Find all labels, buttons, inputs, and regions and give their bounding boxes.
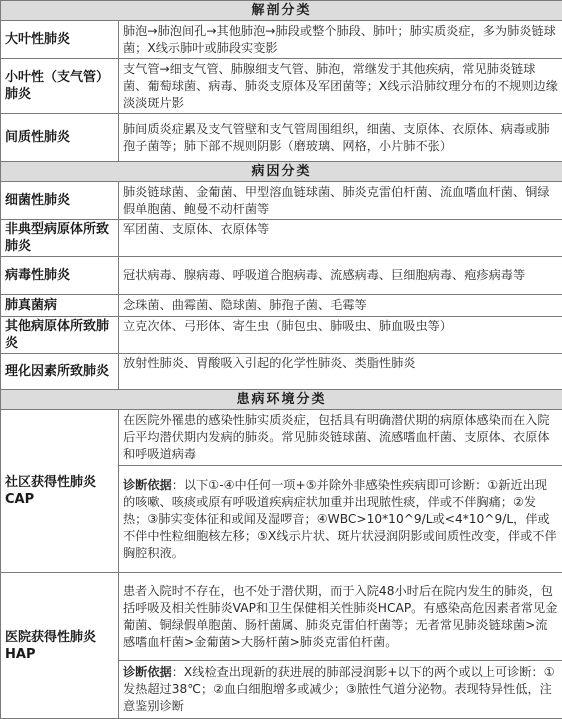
row-label: 大叶性肺炎 (1, 21, 119, 59)
table-row (1, 410, 562, 466)
row-text: 肺炎链球菌、金葡菌、甲型溶血链球菌、肺炎克雷伯杆菌、流血嗜血杆菌、铜绿假单胞菌、鲍曼不动杆菌等 (119, 182, 562, 220)
row-text: 放射性肺炎、胃酸吸入引起的化学性肺炎、类脂性肺炎 (119, 354, 562, 390)
row-text: 冠状病毒、腺病毒、呼吸道合胞病毒、流感病毒、巨细胞病毒、疱疹病毒等 (119, 257, 562, 295)
cap-diagnosis-title: 诊断依据 (123, 477, 172, 492)
row-text: 军团菌、支原体、衣原体等 (119, 220, 562, 257)
table-row (1, 220, 562, 257)
table-row (1, 257, 562, 295)
hap-diagnosis (119, 661, 562, 719)
section-header-anatomy: 解剖分类 (1, 1, 562, 21)
table-row (1, 295, 562, 317)
row-label: 理化因素所致肺炎 (1, 354, 119, 390)
row-label: 其他病原体所致肺炎 (1, 317, 119, 354)
table-row (1, 21, 562, 59)
table-row (1, 59, 562, 114)
row-label: 肺真菌病 (1, 295, 119, 317)
section-header-environment: 患病环境分类 (1, 390, 562, 410)
table-row (1, 182, 562, 220)
section-header-etiology: 病因分类 (1, 162, 562, 182)
row-label: 细菌性肺炎 (1, 182, 119, 220)
hap-diagnosis-text: ：X线检查出现新的获进展的肺部浸润影+以下的两个或以上可诊断：①发热超过38℃；②血白细胞增多或减少；③脓性气道分泌物。表现特异性低，注意鉴别诊断 (123, 665, 555, 713)
row-label: 社区获得性肺炎 CAP (1, 410, 119, 573)
row-text: 立克次体、弓形体、寄生虫（肺包虫、肺吸虫、肺血吸虫等） (119, 317, 562, 354)
hap-definition: 患者入院时不存在，也不处于潜伏期，而于入院48小时后在院内发生的肺炎，包括呼吸及相关性肺炎VAP和卫生保健相关性肺炎HCAP。有感染高危因素者常见金葡菌、铜绿假单胞菌、肠杆菌属、肺炎克雷伯杆菌等；无者常见肺炎链球菌>流感嗜血杆菌>金葡菌>大肠杆菌>肺炎克雷伯杆菌。 (119, 573, 562, 661)
cap-diagnosis-text: ：以下①-④中任何一项+⑤并除外非感染性疾病即可诊断：①新近出现的咳嗽、咳痰或原有呼吸道疾病症状加重并出现脓性痰，伴或不伴胸痛；②发热；③肺实变体征和或闻及湿啰音；④WBC>10*10^9/L或<4*10^9/L，伴或不伴中性粒细胞核左移；⑤X线示片状、斑片状浸润阴影或间质性改变，伴或不伴胸腔积液。 (123, 477, 557, 560)
row-label: 病毒性肺炎 (1, 257, 119, 295)
cap-definition: 在医院外罹患的感染性肺实质炎症，包括具有明确潜伏期的病原体感染而在入院后平均潜伏期内发病的肺炎。常见肺炎链球菌、流感嗜血杆菌、支原体、衣原体和呼吸道病毒 (119, 410, 562, 466)
row-label: 间质性肺炎 (1, 114, 119, 162)
table-row (1, 573, 562, 661)
row-text: 念珠菌、曲霉菌、隐球菌、肺孢子菌、毛霉等 (119, 295, 562, 317)
row-text: 肺泡→肺泡间孔→其他肺泡→肺段或整个肺段、肺叶；肺实质炎症，多为肺炎链球菌；X线示肺叶或肺段实变影 (119, 21, 562, 59)
table-row (1, 354, 562, 390)
row-label: 小叶性（支气管）肺炎 (1, 59, 119, 114)
row-text: 支气管→细支气管、肺腺细支气管、肺泡，常继发于其他疾病，常见肺炎链球菌、葡萄球菌、病毒、肺炎支原体及军团菌等；X线示沿肺纹理分布的不规则边缘淡淡斑片影 (119, 59, 562, 114)
row-text: 肺间质炎症累及支气管壁和支气管周围组织，细菌、支原体、衣原体、病毒或肺孢子菌等；肺下部不规则阴影（磨玻璃、网格，小片肺不张） (119, 114, 562, 162)
hap-diagnosis-title: 诊断依据 (123, 665, 172, 679)
table-row (1, 317, 562, 354)
table-row (1, 114, 562, 162)
row-label: 非典型病原体所致肺炎 (1, 220, 119, 257)
cap-diagnosis (119, 466, 562, 573)
row-label: 医院获得性肺炎 HAP (1, 573, 119, 719)
